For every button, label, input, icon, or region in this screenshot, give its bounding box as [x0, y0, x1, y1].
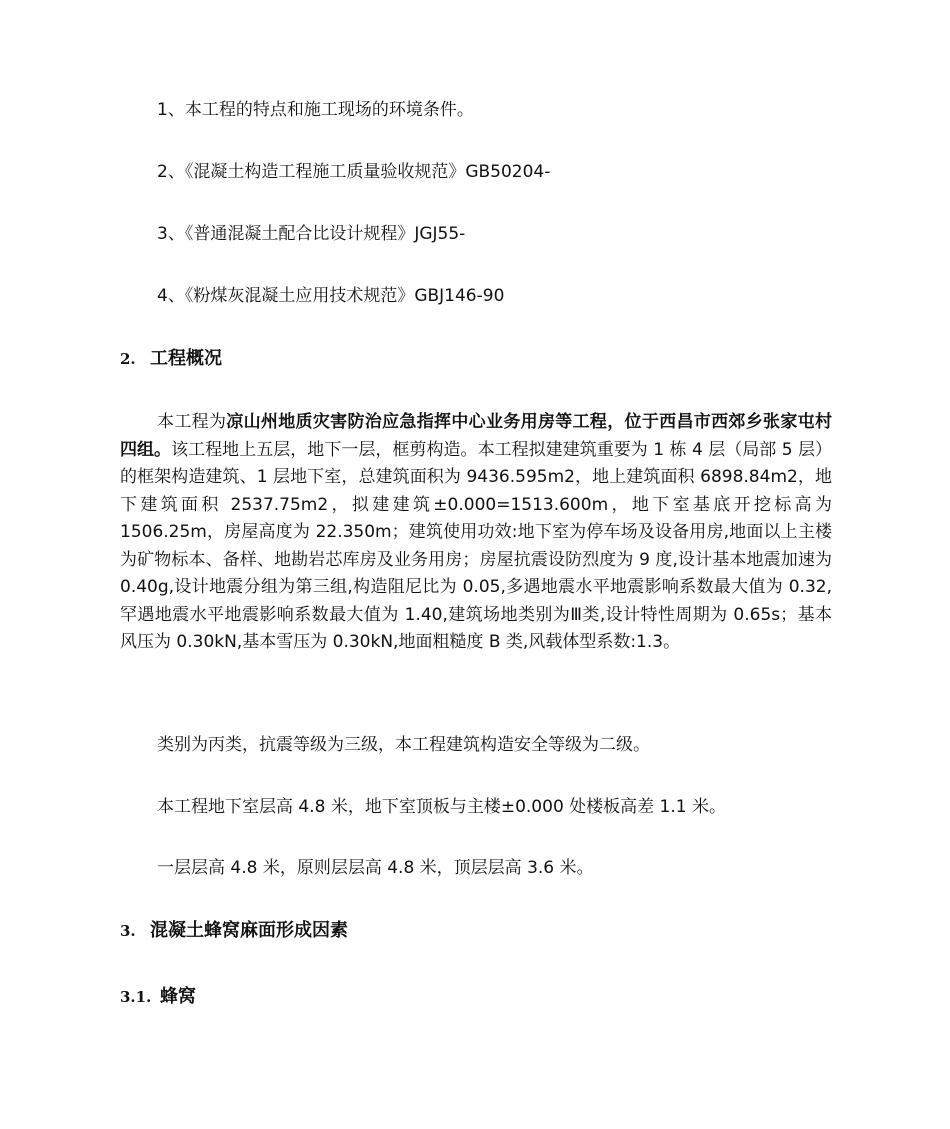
- project-overview-paragraph: [120, 409, 832, 657]
- floor-height-line: 一层层高 4.8 米，原则层层高 4.8 米，顶层层高 3.6 米。: [157, 858, 594, 878]
- reference-item-1: 1、本工程的特点和施工现场的环境条件。: [157, 100, 474, 120]
- section-heading-3-1: [120, 984, 196, 1010]
- section-number: 3.1.: [120, 988, 152, 1006]
- section-number: 3.: [120, 922, 136, 940]
- section-title: 混凝土蜂窝麻面形成因素: [150, 920, 348, 941]
- section-title: 工程概况: [150, 348, 222, 369]
- overview-lead: 本工程为: [157, 412, 227, 432]
- reference-item-4: 4、《粉煤灰混凝土应用技术规范》GBJ146-90: [157, 286, 505, 306]
- reference-item-2: 2、《混凝土构造工程施工质量验收规范》GB50204-: [157, 162, 551, 182]
- section-heading-2: [120, 346, 222, 372]
- reference-item-3: 3、《普通混凝土配合比设计规程》JGJ55-: [157, 224, 466, 244]
- overview-project-name: 凉山州地质灾害防治应急指挥中心业务用房等工程，位于西昌市西郊乡张家屯村四组。: [120, 412, 833, 460]
- basement-height-line: 本工程地下室层高 4.8 米，地下室顶板与主楼±0.000 处楼板高差 1.1 米。: [157, 797, 727, 817]
- classification-line: 类别为丙类，抗震等级为三级，本工程建筑构造安全等级为二级。: [157, 735, 650, 755]
- section-title: 蜂窝: [160, 986, 196, 1007]
- section-heading-3: [120, 918, 348, 944]
- overview-body: 该工程地上五层，地下一层，框剪构造。本工程拟建建筑重要为 1 栋 4 层（局部 5 层）的框架构造建筑、1 层地下室，总建筑面积为 9436.595m2，地上建筑面积 6898.84m2，地下建筑面积 2537.75m2，拟建建筑±0.000=1513.600m，地下室基底开挖标高为 1506.25m，房屋高度为 22.350m；建筑使用功效:地下室为停车场及设备用房,地面以上主楼为矿物标本、备样、地勘岩芯库房及业务用房；房屋抗震设防烈度为 9 度,设计基本地震加速为 0.40g,设计地震分组为第三组,构造阻尼比为 0.05,多遇地震水平地震影响系数最大值为 0.32,罕遇地震水平地震影响系数最大值为 1.40,建筑场地类别为Ⅲ类,设计特性周期为 0.65s；基本风压为 0.30kN,基本雪压为 0.30kN,地面粗糙度 B 类,风载体型系数:1.3。: [120, 439, 833, 652]
- section-number: 2.: [120, 350, 136, 368]
